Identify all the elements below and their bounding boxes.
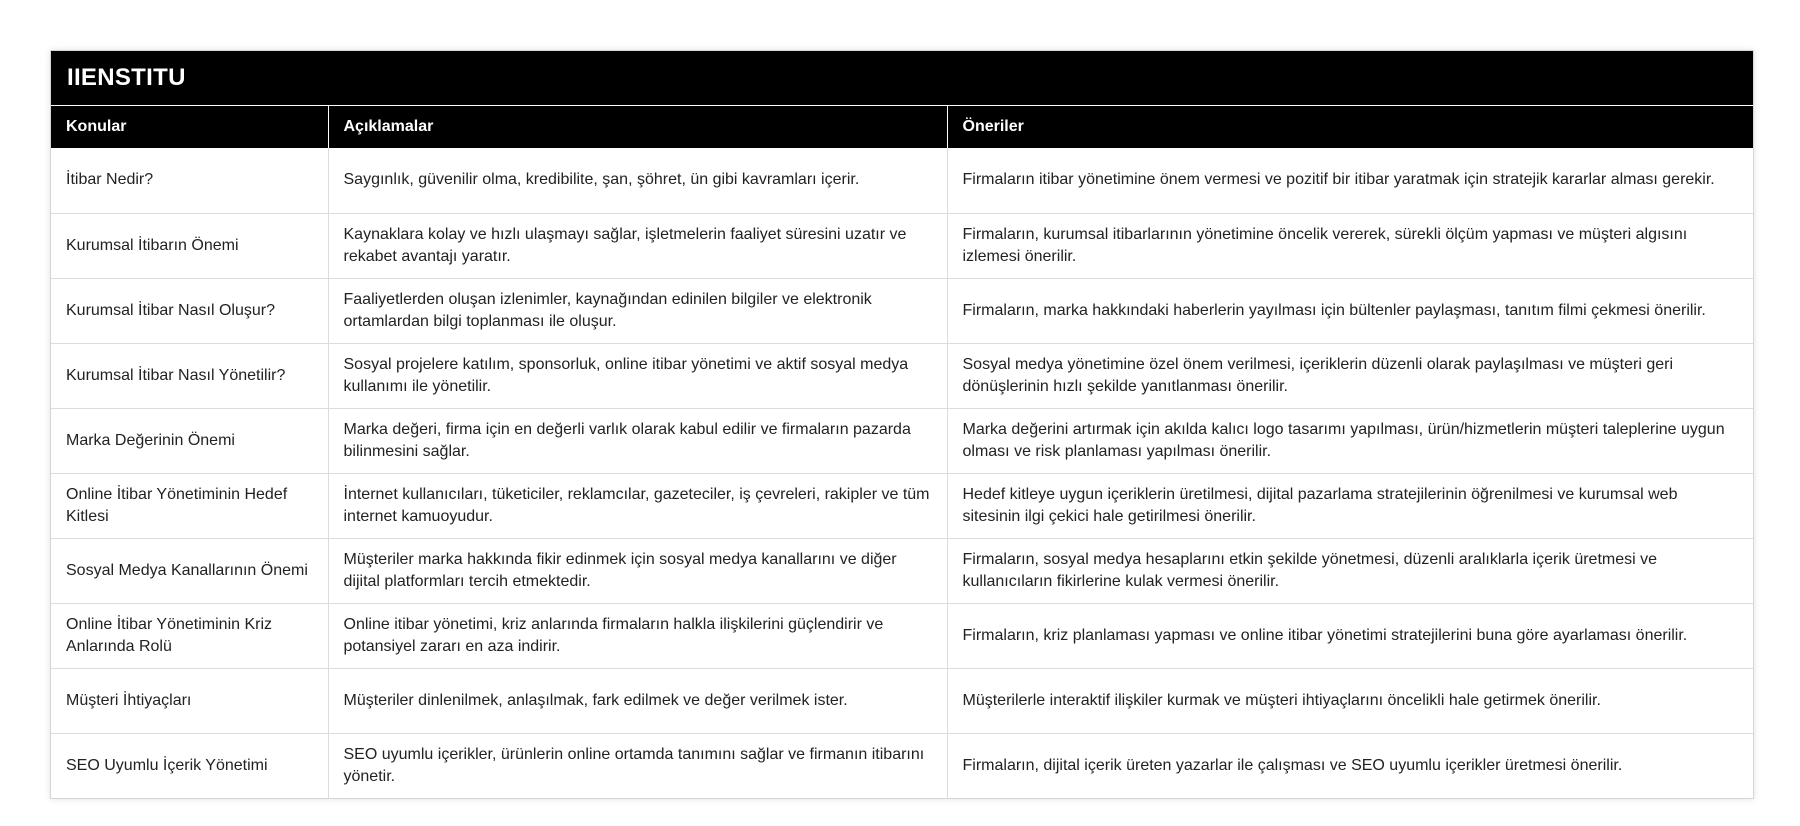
description-cell: İnternet kullanıcıları, tüketiciler, reklamcılar, gazeteciler, iş çevreleri, rakipler ve tüm internet kamuoyudur. [328,473,947,538]
topic-cell: Marka Değerinin Önemi [51,408,328,473]
topics-table [51,106,1753,798]
topic-cell: Kurumsal İtibarın Önemi [51,213,328,278]
table-row [51,473,1753,538]
description-cell: Online itibar yönetimi, kriz anlarında firmaların halkla ilişkilerini güçlendirir ve potansiyel zararı en aza indirir. [328,603,947,668]
table-row [51,278,1753,343]
topic-cell: İtibar Nedir? [51,148,328,213]
description-cell: Faaliyetlerden oluşan izlenimler, kaynağından edinilen bilgiler ve elektronik ortamlardan bilgi toplanması ile oluşur. [328,278,947,343]
description-cell: Marka değeri, firma için en değerli varlık olarak kabul edilir ve firmaların pazarda bilinmesini sağlar. [328,408,947,473]
table-row [51,603,1753,668]
table-row [51,213,1753,278]
recommendation-cell: Marka değerini artırmak için akılda kalıcı logo tasarımı yapılması, ürün/hizmetlerin müşteri taleplerine uygun olması ve risk planlaması yapılması önerilir. [947,408,1753,473]
topic-cell: Online İtibar Yönetiminin Kriz Anlarında Rolü [51,603,328,668]
description-cell: Kaynaklara kolay ve hızlı ulaşmayı sağlar, işletmelerin faaliyet süresini uzatır ve rekabet avantajı yaratır. [328,213,947,278]
table-row [51,148,1753,213]
table-header-row [51,106,1753,148]
recommendation-cell: Sosyal medya yönetimine özel önem verilmesi, içeriklerin düzenli olarak paylaşılması ve müşteri geri dönüşlerinin hızlı şekilde yanıtlanması önerilir. [947,343,1753,408]
description-cell: Müşteriler dinlenilmek, anlaşılmak, fark edilmek ve değer verilmek ister. [328,668,947,733]
description-cell: Müşteriler marka hakkında fikir edinmek için sosyal medya kanallarını ve diğer dijital platformları tercih etmektedir. [328,538,947,603]
recommendation-cell: Firmaların, kriz planlaması yapması ve online itibar yönetimi stratejilerini buna göre ayarlaması önerilir. [947,603,1753,668]
recommendation-cell: Hedef kitleye uygun içeriklerin üretilmesi, dijital pazarlama stratejilerinin öğrenilmesi ve kurumsal web sitesinin ilgi çekici hale getirilmesi önerilir. [947,473,1753,538]
topic-cell: SEO Uyumlu İçerik Yönetimi [51,733,328,798]
recommendation-cell: Firmaların, sosyal medya hesaplarını etkin şekilde yönetmesi, düzenli aralıklarla içerik üretmesi ve kullanıcıların fikirlerine kulak vermesi önerilir. [947,538,1753,603]
recommendation-cell: Firmaların itibar yönetimine önem vermesi ve pozitif bir itibar yaratmak için stratejik kararlar alması gerekir. [947,148,1753,213]
description-cell: SEO uyumlu içerikler, ürünlerin online ortamda tanımını sağlar ve firmanın itibarını yönetir. [328,733,947,798]
header-oneriler: Öneriler [962,118,1024,135]
description-cell: Sosyal projelere katılım, sponsorluk, online itibar yönetimi ve aktif sosyal medya kullanımı ile yönetilir. [328,343,947,408]
table-row [51,733,1753,798]
table-title-bar [51,51,1753,106]
recommendation-cell: Müşterilerle interaktif ilişkiler kurmak ve müşteri ihtiyaçlarını öncelikli hale getirmek önerilir. [947,668,1753,733]
recommendation-cell: Firmaların, kurumsal itibarlarının yönetimine öncelik vererek, sürekli ölçüm yapması ve müşteri algısını izlemesi önerilir. [947,213,1753,278]
topic-cell: Kurumsal İtibar Nasıl Oluşur? [51,278,328,343]
topic-cell: Sosyal Medya Kanallarının Önemi [51,538,328,603]
topic-cell: Online İtibar Yönetiminin Hedef Kitlesi [51,473,328,538]
description-cell: Saygınlık, güvenilir olma, kredibilite, şan, şöhret, ün gibi kavramları içerir. [328,148,947,213]
topic-cell: Müşteri İhtiyaçları [51,668,328,733]
table-row [51,668,1753,733]
table-title: IIENSTITU [67,64,186,91]
topic-cell: Kurumsal İtibar Nasıl Yönetilir? [51,343,328,408]
recommendation-cell: Firmaların, dijital içerik üreten yazarlar ile çalışması ve SEO uyumlu içerikler üretmesi önerilir. [962,756,1623,774]
header-aciklamalar: Açıklamalar [328,106,947,148]
recommendation-cell: Firmaların, marka hakkındaki haberlerin yayılması için bültenler paylaşması, tanıtım filmi çekmesi önerilir. [947,278,1753,343]
header-konular: Konular [51,106,328,148]
content-table-card [50,50,1754,799]
table-row [51,408,1753,473]
table-row [51,343,1753,408]
table-row [51,538,1753,603]
